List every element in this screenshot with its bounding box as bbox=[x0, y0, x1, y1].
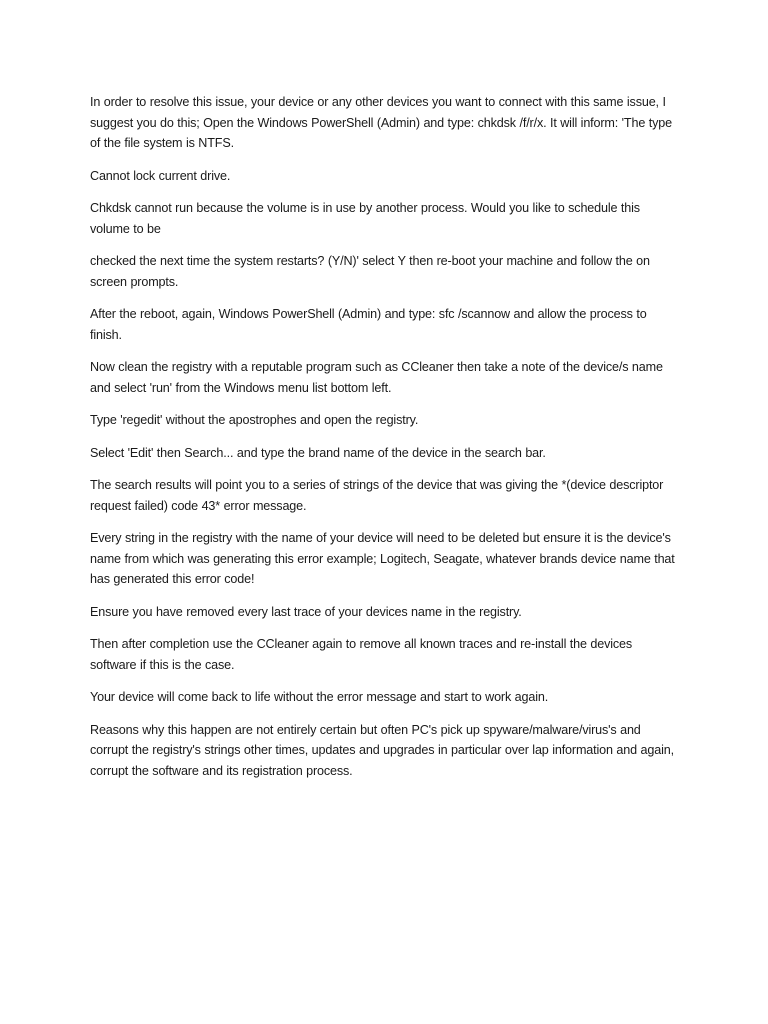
paragraph-resolve-issue: In order to resolve this issue, your device or any other devices you want to connect with this same issue, I suggest you do this; Open the Windows PowerShell (Admin) and type: chkdsk /f/r/x. It will inform: 'The type of the file system is NTFS. bbox=[90, 95, 672, 150]
paragraph-delete-strings: Every string in the registry with the name of your device will need to be deleted but ensure it is the device's name from which was generating this error example; Logitech, Seagate, whatever brands device name that has generated this error code! bbox=[90, 531, 675, 586]
paragraph-search-results: The search results will point you to a series of strings of the device that was giving the *(device descriptor request failed) code 43* error message. bbox=[90, 478, 664, 513]
paragraph-clean-registry: Now clean the registry with a reputable program such as CCleaner then take a note of the device/s name and select 'run' from the Windows menu list bottom left. bbox=[90, 360, 663, 395]
paragraph-chkdsk-volume: Chkdsk cannot run because the volume is in use by another process. Would you like to schedule this volume to be bbox=[90, 201, 640, 236]
paragraph-restart-prompt: checked the next time the system restarts? (Y/N)' select Y then re-boot your machine and follow the on screen prompts. bbox=[90, 254, 650, 289]
paragraph-reasons: Reasons why this happen are not entirely certain but often PC's pick up spyware/malware/virus's and corrupt the registry's strings other times, updates and upgrades in particular over lap information and again, corrupt the software and its registration process. bbox=[90, 722, 674, 778]
paragraph-device-back: Your device will come back to life without the error message and start to work again. bbox=[90, 690, 549, 704]
paragraph-regedit: Type 'regedit' without the apostrophes and open the registry. bbox=[90, 413, 419, 427]
paragraph-sfc-scannow: After the reboot, again, Windows PowerShell (Admin) and type: sfc /scannow and allow the process to finish. bbox=[90, 307, 647, 342]
paragraph-cannot-lock: Cannot lock current drive. bbox=[90, 168, 231, 183]
paragraph-edit-search: Select 'Edit' then Search... and type the brand name of the device in the search bar. bbox=[90, 445, 546, 460]
paragraph-reinstall-software: Then after completion use the CCleaner again to remove all known traces and re-install the devices software if this is the case. bbox=[90, 637, 633, 672]
paragraph-remove-traces: Ensure you have removed every last trace of your devices name in the registry. bbox=[90, 604, 522, 619]
